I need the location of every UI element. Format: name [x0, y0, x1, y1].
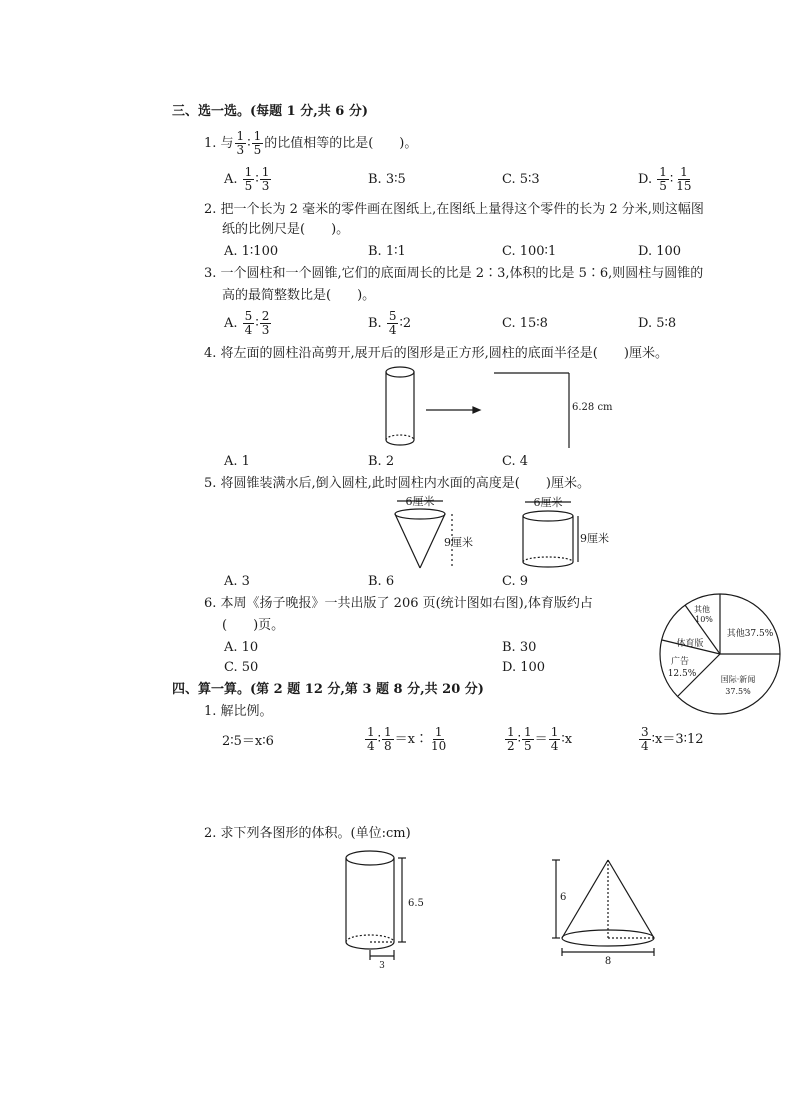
s4-cone-figure	[550, 854, 670, 966]
q2-line1: 2. 把一个长为 2 毫米的零件画在图纸上,在图纸上量得这个零件的长为 2 分米,则这幅图	[204, 202, 704, 217]
q3-line2: 高的最简整数比是( )。	[222, 288, 376, 303]
q6-option-b[interactable]: B. 30	[502, 640, 537, 655]
q4-option-a[interactable]: A. 1	[224, 454, 250, 469]
q3-option-b[interactable]: B. $\frac{5}{4}$ ∶2	[368, 309, 412, 337]
q6-line2: ( )页。	[222, 618, 285, 633]
q1-option-d[interactable]: D. $\frac{1}{5}$ ∶ $\frac{1}{15}$	[638, 165, 692, 193]
q4-cylinder-icon	[386, 367, 414, 445]
volume-cone-diameter-label: 8	[604, 956, 612, 967]
volume-cone-height-label: 6	[560, 892, 567, 903]
s4-eq3: $\frac{1}{2}$ ∶ $\frac{1}{5}$ ＝ $\frac{1}{4}$ ∶x	[507, 725, 573, 753]
q1-frac-a: $\frac{1}{3}$	[236, 129, 245, 157]
q4-option-b[interactable]: B. 2	[368, 454, 395, 469]
q4-stem: 4. 将左面的圆柱沿高剪开,展开后的图形是正方形,圆柱的底面半径是( )厘米。	[204, 346, 668, 361]
q6-line1: 6. 本周《扬子晚报》一共出版了 206 页(统计图如右图),体育版约占	[204, 596, 593, 611]
q4-option-c[interactable]: C. 4	[502, 454, 529, 469]
section-4-title: 四、算一算。(第 2 题 12 分,第 3 题 8 分,共 20 分)	[172, 682, 484, 697]
q5-cylinder-icon	[523, 502, 578, 567]
pie-label-intl-name: 国际·新闻	[720, 675, 756, 684]
q5-option-b[interactable]: B. 6	[368, 574, 395, 589]
q5-cone-height-label: 9厘米	[444, 536, 473, 549]
q2-option-a[interactable]: A. 1∶100	[224, 244, 279, 259]
pie-label-other-name: 其他	[694, 605, 710, 614]
volume-cylinder-radius-label: 3	[379, 961, 385, 971]
q5-figure	[376, 494, 626, 578]
q3-option-c[interactable]: C. 15∶8	[502, 316, 548, 331]
q2-option-c[interactable]: C. 100∶1	[502, 244, 557, 259]
q2-line2: 纸的比例尺是( )。	[222, 222, 350, 237]
q3-line1: 3. 一个圆柱和一个圆锥,它们的底面周长的比是 2∶3,体积的比是 5∶6,则圆柱与圆锥的	[204, 266, 704, 281]
q1-option-c[interactable]: C. 5∶3	[502, 172, 540, 187]
q5-option-c[interactable]: C. 9	[502, 574, 529, 589]
q1-suffix: 的比值相等的比是( )。	[264, 136, 418, 151]
q1-colon: ∶	[247, 136, 251, 151]
pie-label-ads-name: 广告	[670, 657, 690, 667]
q5-cylinder-top-label: 6厘米	[533, 496, 563, 509]
q5-cone-top-label: 6厘米	[405, 495, 435, 508]
q5-option-a[interactable]: A. 3	[224, 574, 250, 589]
q2-option-d[interactable]: D. 100	[638, 244, 682, 259]
s4-q2-title: 2. 求下列各图形的体积。(单位:cm)	[204, 826, 411, 841]
q3-option-d[interactable]: D. 5∶8	[638, 316, 677, 331]
pie-label-intl-pct: 37.5%	[725, 687, 751, 696]
pie-label-other-pct: 10%	[695, 615, 713, 624]
s4-eq2: $\frac{1}{4}$ ∶ $\frac{1}{8}$ ＝x∶ $\frac{1}{10}$	[367, 725, 447, 753]
q1-frac-b: $\frac{1}{5}$	[253, 129, 262, 157]
s4-cylinder-figure	[336, 846, 436, 970]
volume-cone-icon	[552, 860, 654, 956]
q6-option-a[interactable]: A. 10	[224, 640, 259, 655]
q6-pie-chart	[656, 592, 786, 716]
pie-label-ads-pct: 12.5%	[667, 669, 697, 679]
q5-cone-icon	[395, 501, 452, 568]
s4-eq4: $\frac{3}{4}$ ∶x＝3∶12	[641, 725, 704, 753]
q6-option-d[interactable]: D. 100	[502, 660, 546, 675]
s4-eq1: 2∶5＝x∶6	[222, 734, 274, 749]
q2-option-b[interactable]: B. 1∶1	[368, 244, 406, 259]
q3-option-a[interactable]: A. $\frac{5}{4}$ ∶ $\frac{2}{3}$	[224, 309, 270, 337]
q4-square-icon	[494, 373, 569, 448]
q5-cylinder-height-label: 9厘米	[580, 532, 609, 545]
q4-figure-label: 6.28 cm	[572, 402, 613, 413]
q1-option-a[interactable]: A. $\frac{1}{5}$ ∶ $\frac{1}{3}$	[224, 165, 270, 193]
q4-figure	[380, 364, 613, 456]
q1-prefix: 1. 与	[204, 136, 234, 151]
q6-option-c[interactable]: C. 50	[224, 660, 259, 675]
q1-stem	[204, 130, 417, 157]
section-3-title: 三、选一选。(每题 1 分,共 6 分)	[172, 104, 369, 119]
q4-arrow-icon	[426, 407, 480, 413]
volume-cylinder-icon	[346, 851, 406, 960]
s4-q1-title: 1. 解比例。	[204, 704, 273, 719]
pie-label-local: 其他37.5%	[726, 629, 774, 639]
q1-option-b[interactable]: B. 3∶5	[368, 172, 406, 187]
pie-label-sports: 体育版	[676, 639, 704, 649]
q5-stem: 5. 将圆锥装满水后,倒入圆柱,此时圆柱内水面的高度是( )厘米。	[204, 476, 590, 491]
volume-cylinder-height-label: 6.5	[408, 898, 424, 909]
